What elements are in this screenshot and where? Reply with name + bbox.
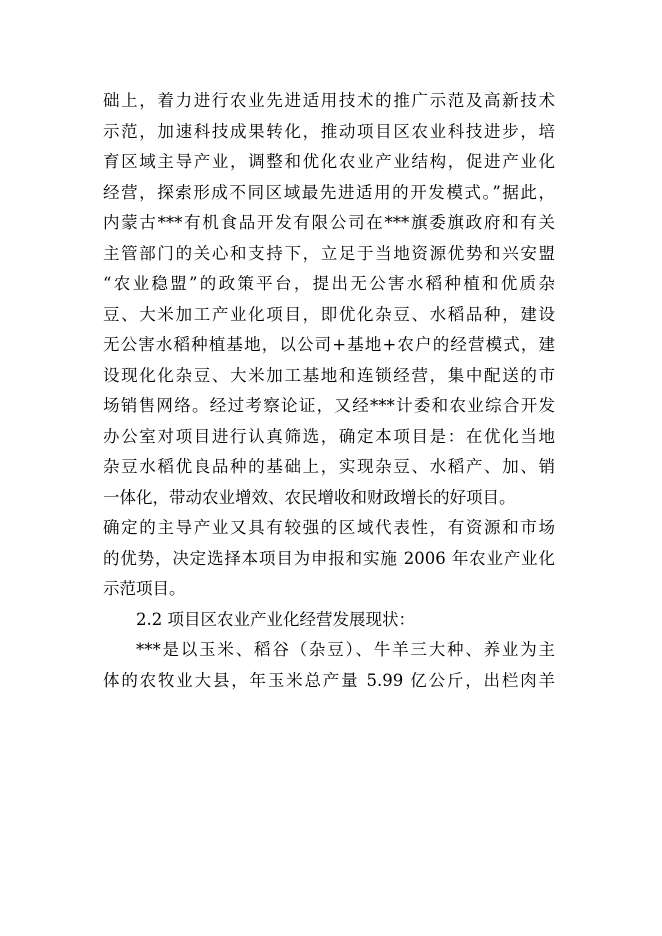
text-line: 的优势，决定选择本项目为申报和实施 2006 年农业产业化 xyxy=(103,548,555,568)
text-line: 豆、大米加工产业化项目，即优化杂豆、水稻品种，建设 xyxy=(103,304,555,324)
text-line: 经营，探索形成不同区域最先进适用的开发模式。”据此， xyxy=(103,182,555,202)
text-line: 无公害水稻种植基地，以公司+基地+农户的经营模式，建 xyxy=(103,335,555,354)
text-line: 确定的主导产业又具有较强的区域代表性，有资源和市场 xyxy=(103,518,555,537)
paragraph-first-line: ***是以玉米、稻谷（杂豆）、牛羊三大种、养业为主 xyxy=(136,640,555,659)
text-line: 办公室对项目进行认真筛选，确定本项目是：在优化当地 xyxy=(103,426,555,446)
text-line: 场销售网络。经过考察论证，又经***计委和农业综合开发 xyxy=(103,396,555,415)
text-line: “农业稳盟”的政策平台，提出无公害水稻种植和优质杂 xyxy=(103,274,555,293)
text-line: 一体化，带动农业增效、农民增收和财政增长的好项目。 xyxy=(103,487,516,507)
text-line: 杂豆水稻优良品种的基础上，实现杂豆、水稻产、加、销 xyxy=(103,457,555,476)
paragraph-end-line: 示范项目。 xyxy=(103,579,186,598)
text-line: 础上，着力进行农业先进适用技术的推广示范及高新技术 xyxy=(103,91,555,110)
text-line: 设现化化杂豆、大米加工基地和连锁经营，集中配送的市 xyxy=(103,365,555,385)
body-text xyxy=(103,86,555,696)
text-line: 示范，加速科技成果转化，推动项目区农业科技进步，培 xyxy=(103,121,555,141)
text-line: 体的农牧业大县，年玉米总产量 5.99 亿公斤，出栏肉羊 xyxy=(103,670,555,690)
text-line: 主管部门的关心和支持下，立足于当地资源优势和兴安盟 xyxy=(103,243,555,263)
text-line: 育区域主导产业，调整和优化农业产业结构，促进产业化 xyxy=(103,152,555,171)
text-line: 内蒙古***有机食品开发有限公司在***旗委旗政府和有关 xyxy=(103,213,555,232)
section-heading: 2.2 项目区农业产业化经营发展现状： xyxy=(136,609,415,629)
